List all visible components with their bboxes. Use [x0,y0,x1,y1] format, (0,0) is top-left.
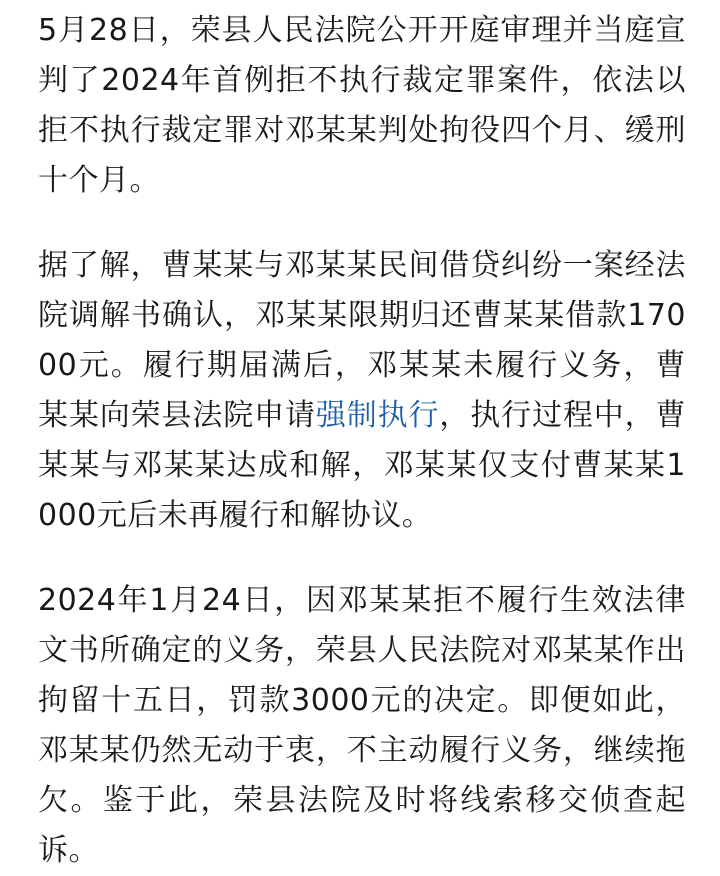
paragraph-3: 2024年1月24日，因邓某某拒不履行生效法律文书所确定的义务，荣县人民法院对邓某某作出拘留十五日，罚款3000元的决定。即便如此，邓某某仍然无动于衷，不主动履行义务，继续拖欠。鉴于此，荣县法院及时将线索移交侦查起诉。 [38,583,686,868]
paragraph-2-text-after: ，执行过程中，曹某某与邓某某达成和解，邓某某仅支付曹某某1000元后未再履行和解协议。 [38,398,686,533]
enforcement-link[interactable]: 强制执行 [315,398,440,433]
paragraph-1: 5月28日，荣县人民法院公开开庭审理并当庭宣判了2024年首例拒不执行裁定罪案件，依法以拒不执行裁定罪对邓某某判处拘役四个月、缓刑十个月。 [38,13,686,198]
paragraph-2 [38,241,686,541]
paragraph-2-text-before: 据了解，曹某某与邓某某民间借贷纠纷一案经法院调解书确认，邓某某限期归还曹某某借款17000元。履行期届满后，邓某某未履行义务，曹某某向荣县法院申请 [38,248,686,433]
